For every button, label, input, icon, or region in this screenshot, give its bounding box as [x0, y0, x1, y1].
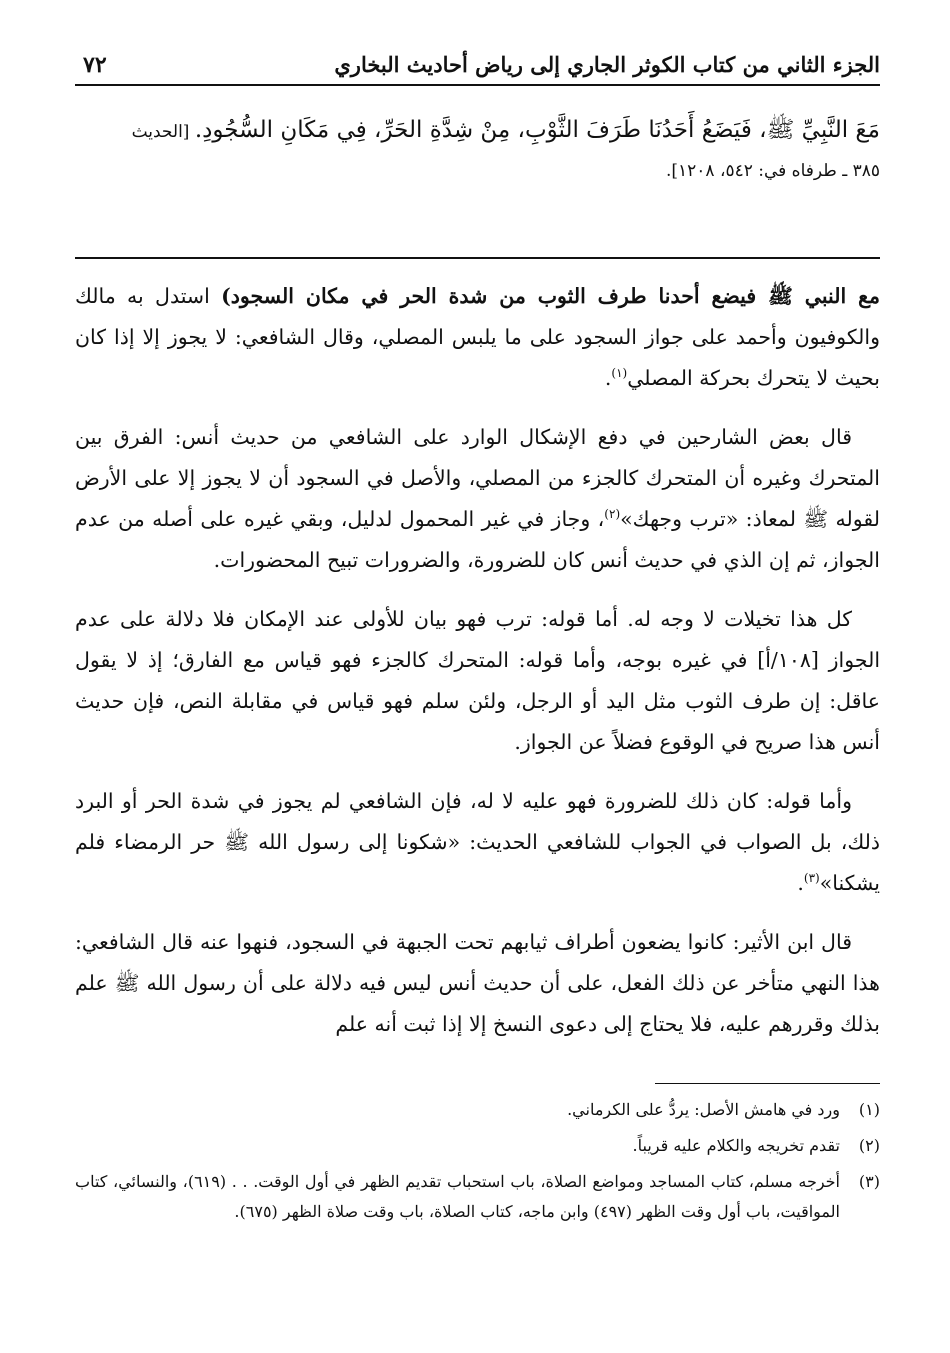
commentary-paragraph-2 — [75, 417, 880, 581]
paragraph-4-text: وأما قوله: كان ذلك للضرورة فهو عليه لا له، فإن الشافعي لم يجوز في شدة الحر أو البرد ذلك، بل الصواب في الجواب للشافعي الحديث: «شكونا إلى رسول الله ﷺ حر الرمضاء فلم يشكنا» — [75, 789, 880, 895]
paragraph-4-end: . — [797, 871, 804, 895]
footnote-number: (٣) — [858, 1172, 880, 1191]
paragraph-2-text-a: قال بعض الشارحين في دفع الإشكال الوارد على الشافعي من حديث أنس: الفرق بين المتحرك وغيره أن المتحرك كالجزء من المصلي، والأصل في السجود أن لا يجوز إلا على الأرض لقوله ﷺ لمعاذ: «ترب وجهك» — [75, 425, 880, 531]
commentary-body — [75, 276, 880, 1063]
footnote-marker-3: (٣) — [803, 871, 820, 886]
footnote-text: تقدم تخريجه والكلام عليه قريباً. — [632, 1136, 840, 1155]
commentary-paragraph-4 — [75, 781, 880, 904]
paragraph-1-text: استدل به مالك والكوفيون وأحمد على جواز السجود على ما يلبس المصلي، وقال الشافعي: لا يجوز إلا إذا كان بحيث لا يتحرك بحركة المصلي — [75, 284, 880, 390]
commentary-paragraph-1 — [75, 276, 880, 399]
hadith-text — [75, 108, 880, 188]
footnotes — [75, 1095, 880, 1233]
page-number: ٧٢ — [83, 52, 107, 78]
hadith-reference-start: [الحديث — [131, 122, 195, 142]
hadith-line-1 — [75, 108, 880, 154]
paragraph-1-end: . — [604, 366, 612, 390]
footnote-text: ورد في هامش الأصل: يردُّ على الكرماني. — [567, 1100, 840, 1119]
page-header — [75, 50, 880, 86]
commentary-paragraph-3: كل هذا تخيلات لا وجه له. أما قوله: ترب فهو بيان للأولى عند الإمكان فلا دلالة على عدم الجواز [١٠٨/أ] في غيره بوجه، وأما قوله: المتحرك كالجزء فهو قياس مع الفارق؛ إذ لا يقول عاقل: إن طرف الثوب مثل اليد أو الرجل، ولئن سلم فهو قياس في مقابلة النص، فإن حديث أنس هذا صريح في الوقوع فضلاً عن الجواز. — [75, 607, 881, 754]
commentary-paragraph-5: قال ابن الأثير: كانوا يضعون أطراف ثيابهم تحت الجبهة في السجود، فنهوا عنه قال الشافعي: هذا النهي متأخر عن ذلك الفعل، على أن حديث أنس ليس فيه دلالة على أن رسول الله ﷺ علم بذلك وقررهم عليه، فلا يحتاج إلى دعوى النسخ إلا إذا ثبت أنه علم — [75, 930, 880, 1036]
hadith-line-1-text: مَعَ النَّبِيِّ ﷺ، فَيَضَعُ أَحَدُنَا طَرَفَ الثَّوْبِ، مِنْ شِدَّةِ الحَرِّ، فِي مَكَانِ السُّجُودِ. — [194, 117, 880, 143]
footnote-1 — [75, 1095, 880, 1125]
footnote-rule — [655, 1083, 880, 1084]
quoted-phrase: مع النبي ﷺ فيضع أحدنا طرف الثوب من شدة الحر في مكان السجود) — [221, 284, 880, 308]
footnote-marker-2: (٢) — [604, 507, 621, 522]
running-title: الجزء الثاني من كتاب الكوثر الجاري إلى رياض أحاديث البخاري — [334, 52, 880, 77]
footnote-text: أخرجه مسلم، كتاب المساجد ومواضع الصلاة، باب استحباب تقديم الظهر في أول الوقت. . . (٦١٩)، والنسائي، كتاب المواقيت، باب أول وقت الظهر (٤٩٧) وابن ماجه، كتاب الصلاة، باب وقت صلاة الظهر (٦٧٥). — [75, 1172, 841, 1221]
footnote-3 — [75, 1167, 880, 1227]
footnote-2 — [75, 1131, 880, 1161]
footnote-marker-1: (١) — [611, 366, 628, 381]
section-divider — [75, 257, 880, 259]
footnote-number: (٢) — [858, 1136, 880, 1155]
hadith-line-2: ٣٨٥ ـ طرفاه في: ٥٤٢، ١٢٠٨]. — [665, 161, 880, 181]
footnote-number: (١) — [858, 1100, 880, 1119]
paragraph-2-text-b: ، وجاز في غير المحمول لدليل، وبقي غيره على أصله من عدم الجواز، ثم إن الذي في حديث أنس كان للضرورة، والضرورات تبيح المحضورات. — [75, 507, 880, 572]
